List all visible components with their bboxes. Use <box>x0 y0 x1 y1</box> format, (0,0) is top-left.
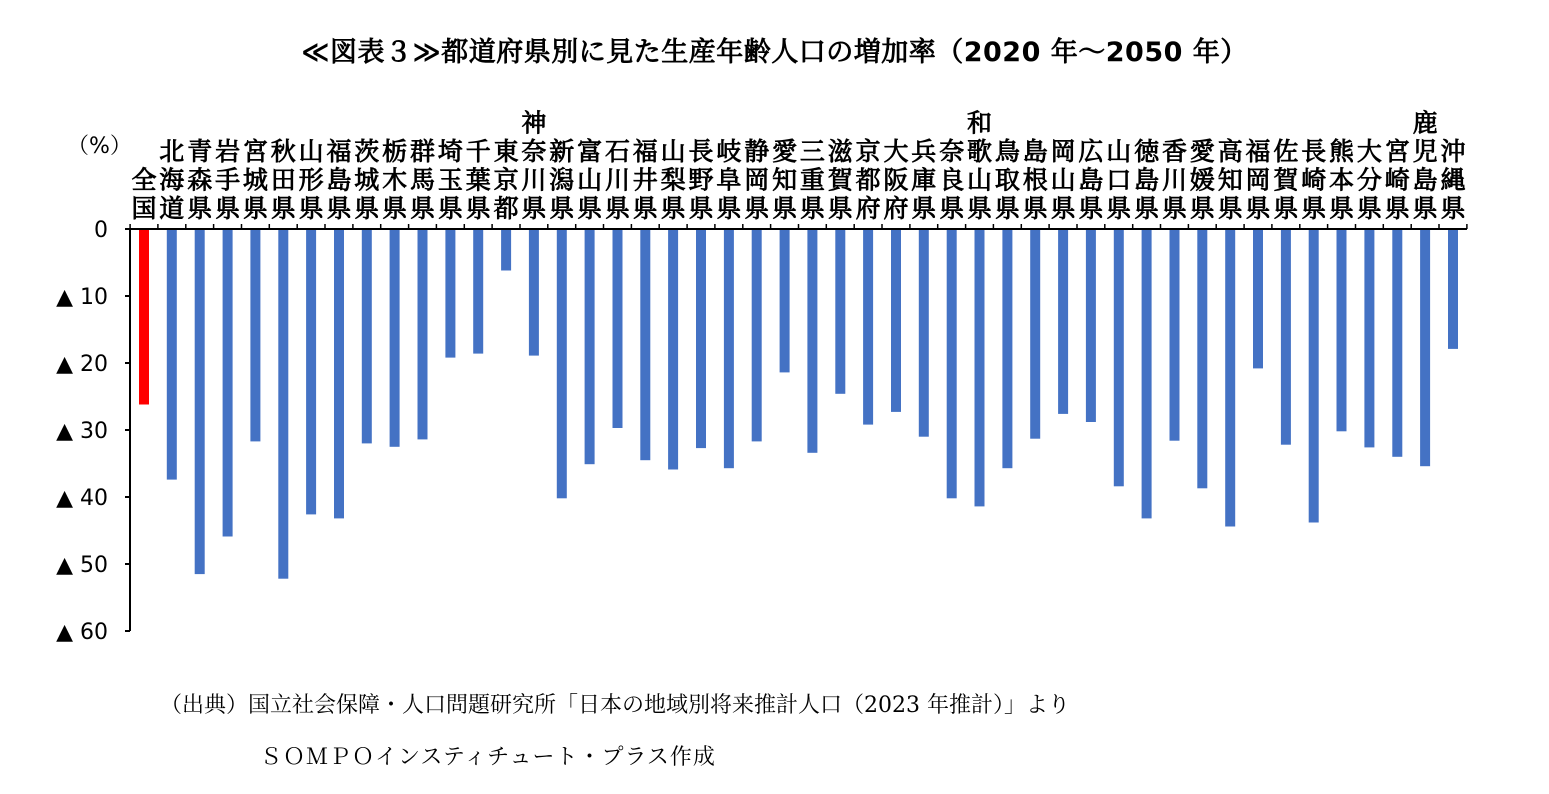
category-label-31: 鳥取県 <box>994 137 1020 223</box>
bar-2 <box>195 229 205 574</box>
category-label-42: 長崎県 <box>1301 137 1327 223</box>
category-label-9: 栃木県 <box>382 137 408 223</box>
y-tick-label-6: ▲ 60 <box>56 620 108 645</box>
bar-16 <box>585 229 595 464</box>
bar-11 <box>445 229 455 358</box>
category-label-37: 香川県 <box>1161 137 1188 223</box>
category-label-36: 徳島県 <box>1134 137 1160 223</box>
bar-47 <box>1448 229 1458 349</box>
bar-36 <box>1142 229 1152 518</box>
category-label-5: 秋田県 <box>270 137 296 223</box>
y-tick-label-4: ▲ 40 <box>56 486 108 511</box>
bar-43 <box>1337 229 1347 431</box>
y-tick-label-2: ▲ 20 <box>56 352 108 377</box>
category-label-30: 和歌山県 <box>966 108 993 223</box>
bar-8 <box>362 229 372 443</box>
category-label-8: 茨城県 <box>354 137 380 223</box>
axes <box>125 224 1467 631</box>
bar-45 <box>1392 229 1402 457</box>
category-label-45: 宮崎県 <box>1384 137 1410 223</box>
category-label-27: 大阪府 <box>883 137 909 223</box>
bar-19 <box>668 229 678 470</box>
category-label-40: 福岡県 <box>1245 137 1271 223</box>
category-label-46: 鹿児島県 <box>1412 108 1438 223</box>
bar-17 <box>613 229 623 428</box>
bar-32 <box>1030 229 1040 439</box>
bar-3 <box>223 229 233 537</box>
category-label-26: 京都府 <box>855 137 881 223</box>
bar-37 <box>1170 229 1180 441</box>
category-label-4: 宮城県 <box>242 137 268 223</box>
bar-13 <box>501 229 511 271</box>
category-label-12: 千葉県 <box>465 137 491 223</box>
y-axis-unit-label: （%） <box>67 134 132 159</box>
bar-40 <box>1253 229 1263 368</box>
category-label-13: 東京都 <box>493 137 519 223</box>
bar-41 <box>1281 229 1291 445</box>
category-label-23: 愛知県 <box>772 137 798 223</box>
bar-44 <box>1364 229 1374 447</box>
bar-39 <box>1225 229 1235 527</box>
category-label-39: 高知県 <box>1217 137 1243 223</box>
bar-46 <box>1420 229 1430 466</box>
bar-5 <box>278 229 288 579</box>
bar-6 <box>306 229 316 514</box>
category-label-1: 北海道 <box>159 137 185 223</box>
category-label-22: 静岡県 <box>744 137 770 223</box>
category-label-25: 滋賀県 <box>827 137 853 223</box>
bar-25 <box>835 229 845 394</box>
category-label-10: 群馬県 <box>409 137 436 223</box>
bar-12 <box>473 229 483 354</box>
category-label-15: 新潟県 <box>549 137 575 223</box>
category-label-24: 三重県 <box>799 137 825 223</box>
bar-20 <box>696 229 706 448</box>
bar-23 <box>780 229 790 372</box>
category-label-2: 青森県 <box>187 137 213 223</box>
category-label-16: 富山県 <box>577 137 603 223</box>
bar-18 <box>640 229 650 460</box>
bar-28 <box>919 229 929 437</box>
category-label-18: 福井県 <box>632 137 658 223</box>
category-label-19: 山梨県 <box>660 137 686 223</box>
category-label-20: 長野県 <box>688 137 714 223</box>
category-label-41: 佐賀県 <box>1273 137 1299 223</box>
bar-1 <box>167 229 177 480</box>
bar-38 <box>1197 229 1207 488</box>
bar-26 <box>863 229 873 425</box>
bar-0 <box>139 229 149 405</box>
bar-34 <box>1086 229 1096 422</box>
category-label-11: 埼玉県 <box>437 137 463 223</box>
bar-4 <box>250 229 260 441</box>
bar-35 <box>1114 229 1124 486</box>
category-label-29: 奈良県 <box>939 137 965 223</box>
bar-27 <box>891 229 901 412</box>
source-note: （出典）国立社会保障・人口問題研究所「日本の地域別将来推計人口（2023 年推計）」より <box>160 693 1070 718</box>
y-tick-label-5: ▲ 50 <box>56 553 108 578</box>
credit-note: ＳＯＭＰＯインスティチュート・プラス作成 <box>260 745 716 770</box>
category-label-14: 神奈川県 <box>521 108 547 223</box>
category-label-21: 岐阜県 <box>716 137 742 223</box>
category-label-34: 広島県 <box>1078 137 1104 223</box>
bar-14 <box>529 229 539 356</box>
category-label-28: 兵庫県 <box>911 137 937 223</box>
bar-42 <box>1309 229 1319 523</box>
bar-30 <box>975 229 985 506</box>
y-tick-label-0: 0 <box>94 218 108 243</box>
bar-31 <box>1002 229 1012 468</box>
category-label-3: 岩手県 <box>215 137 241 223</box>
category-label-32: 島根県 <box>1022 137 1048 223</box>
category-label-44: 大分県 <box>1356 137 1382 223</box>
category-label-38: 愛媛県 <box>1189 137 1215 223</box>
bar-24 <box>807 229 817 453</box>
category-label-7: 福島県 <box>326 137 352 223</box>
category-label-17: 石川県 <box>604 137 631 223</box>
bar-29 <box>947 229 957 498</box>
category-label-43: 熊本県 <box>1328 137 1355 223</box>
bar-9 <box>390 229 400 447</box>
category-label-33: 岡山県 <box>1050 137 1076 223</box>
bar-21 <box>724 229 734 468</box>
y-tick-labels <box>56 218 108 645</box>
category-label-47: 沖縄県 <box>1440 137 1466 223</box>
bars <box>139 229 1458 579</box>
category-label-35: 山口県 <box>1106 137 1132 223</box>
bar-33 <box>1058 229 1068 414</box>
bar-22 <box>752 229 762 441</box>
y-tick-label-1: ▲ 10 <box>56 285 108 310</box>
category-label-6: 山形県 <box>298 137 324 223</box>
bar-10 <box>418 229 428 439</box>
y-tick-label-3: ▲ 30 <box>56 419 108 444</box>
chart-title: ≪図表３≫都道府県別に見た生産年齢人口の増加率（2020 年～2050 年） <box>301 37 1248 68</box>
bar-15 <box>557 229 567 498</box>
category-labels <box>131 109 1465 224</box>
bar-7 <box>334 229 344 518</box>
category-label-0: 全国 <box>131 165 157 223</box>
